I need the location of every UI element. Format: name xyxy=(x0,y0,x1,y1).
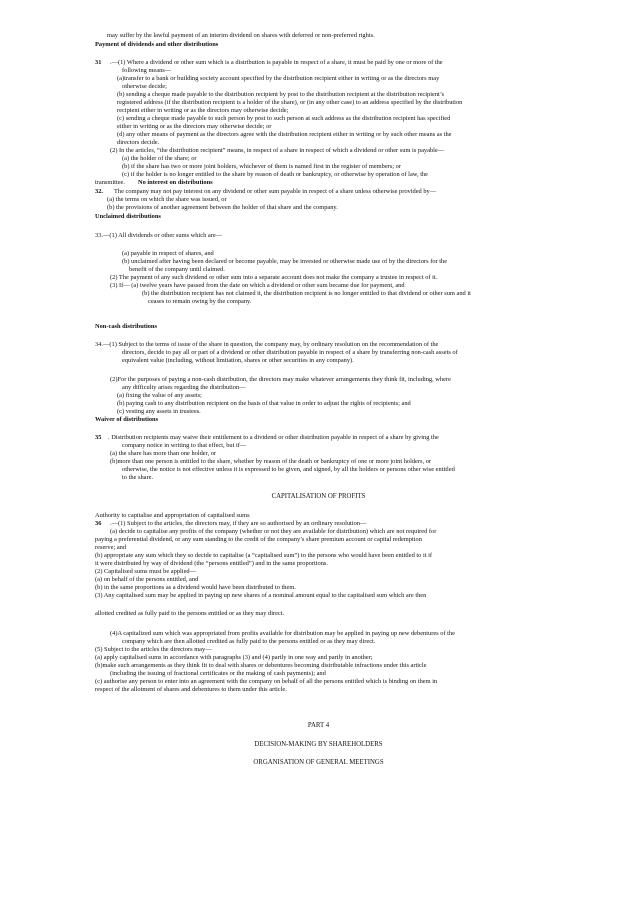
article-31-para-2-c: (c) if the holder is no longer entitled to the share by reason of death or bankruptcy, or otherwise by operation of law, the xyxy=(122,171,429,178)
article-31-item-c-cont: either in writing or as the directors may otherwise decide; or xyxy=(117,123,272,130)
article-34-para-2-cont: any difficulty arises regarding the distribution— xyxy=(122,384,246,391)
article-31-item-a: (a)transfer to a bank or building society account specified by the distribution recipient either in writing or as the directors may xyxy=(117,75,440,82)
article-32-text: The company may not pay interest on any dividend or other sum payable in respect of a share unless otherwise provided by— xyxy=(114,188,437,195)
heading-decision-making: DECISION-MAKING BY SHAREHOLDERS xyxy=(254,741,383,748)
article-35-item-b: (b)more than one person is entitled to the share, whether by reason of the death or bankruptcy of one or more joint holders, or xyxy=(110,458,432,465)
article-34-para-1-cont: directors, decide to pay all or part of a dividend or other distribution payable in respect of a share by transferring non-cash assets of xyxy=(122,349,458,356)
article-33-para-2: (2) The payment of any such dividend or other sum into a separate account does not make the company a trustee in respect of it. xyxy=(110,274,438,281)
heading-waiver-of-distributions: Waiver of distributions xyxy=(95,416,159,423)
heading-capitalisation-of-profits: CAPITALISATION OF PROFITS xyxy=(271,493,366,500)
article-33-item-b: (b) unclaimed after having been declared or become payable, may be invested or otherwise made use of by the directors for the xyxy=(122,258,448,265)
article-33-item-b-cont: benefit of the company until claimed. xyxy=(129,266,225,273)
heading-payment-of-dividends: Payment of dividends and other distributions xyxy=(95,41,219,48)
article-32-item-b: (b) the provisions of another agreement between the holder of that share and the company. xyxy=(107,204,338,211)
article-34-para-1-cont2: equivalent value (including, without limitation, shares or other securities in any company). xyxy=(122,357,354,364)
article-31-item-d-cont: directors decide. xyxy=(117,139,160,146)
article-36-item-b-cont: it were distributed by way of dividend (the “persons entitled”) and in the same proportions. xyxy=(95,560,329,567)
article-31-item-a-cont: otherwise decide; xyxy=(122,83,167,90)
article-36-para-2-b: (b) in the same proportions as a dividend would have been distributed to them. xyxy=(95,584,296,591)
intro-line: may suffer by the lawful payment of an interim dividend on shares with deferred or non-preferred rights. xyxy=(107,32,375,39)
article-31-para-1: .—(1) Where a dividend or other sum which is a distribution is payable in respect of a share, it must be paid by one or more of the xyxy=(110,59,443,66)
article-33-para-3-b: (b) the distribution recipient has not claimed it, the distribution recipient is no longer entitled to that dividend or other sum and it xyxy=(142,290,471,297)
article-35-text-cont: company notice in writing to that effect, but if— xyxy=(122,442,247,449)
article-33-para-3: (3) If— (a) twelve years have passed from the date on which a dividend or other sum became due for payment, and xyxy=(110,282,405,289)
heading-unclaimed-distributions: Unclaimed distributions xyxy=(95,213,161,220)
article-31-para-1-cont: following means— xyxy=(122,67,172,74)
article-36-para-4-cont: company which are then allotted credited as fully paid to the persons entitled or as they may direct. xyxy=(122,638,376,645)
article-36-number: 36 xyxy=(95,520,102,527)
article-34-item-a: (a) fixing the value of any assets; xyxy=(117,392,202,399)
article-36-para-5: (5) Subject to the articles the directors may— xyxy=(95,646,212,653)
article-32-item-a: (a) the terms on which the share was issued, or xyxy=(107,196,227,203)
article-35-item-b-cont: otherwise, the notice is not effective unless it is expressed to be given, and signed, by all the holders or persons other wise entitled xyxy=(122,466,455,473)
article-36-item-a-cont: paying a preferential dividend, or any sum standing to the credit of the company’s share premium account or capital redemption xyxy=(95,536,422,543)
article-31-item-c: (c) sending a cheque made payable to such person by post to such person at such address as the distribution recipient has specified xyxy=(117,115,451,122)
article-34-item-c: (c) vesting any assets in trustees. xyxy=(117,408,201,415)
article-31-number: 31 xyxy=(95,59,102,66)
article-34-item-b: (b) paying cash to any distribution recipient on the basis of that value in order to adjust the rights of recipients; and xyxy=(117,400,411,407)
article-31-para-2: (2) In the articles, “the distribution recipient” means, in respect of a share in respect of which a dividend or other sum is payable— xyxy=(110,147,445,154)
article-35-text: . Distribution recipients may waive their entitlement to a dividend or other distribution payable in respect of a share by giving the xyxy=(108,434,439,441)
article-31-para-2-a: (a) the holder of the share; or xyxy=(122,155,197,162)
article-36-item-a: (a) decide to capitalise any profits of the company (whether or not they are available for distribution) which are not required for xyxy=(110,528,437,535)
article-36-para-3: (3) Any capitalised sum may be applied in paying up new shares of a nominal amount equal to the capitalised sum which are then xyxy=(95,592,427,599)
article-36-para-5-c-cont: respect of the allotment of shares and debentures to them under this article. xyxy=(95,686,287,693)
article-36-para-5-b: (b)make such arrangements as they think fit to deal with shares or debentures becoming distributable infractions under this article xyxy=(95,662,427,669)
article-36-para-2: (2) Capitalised sums must be applied— xyxy=(95,568,196,575)
article-31-item-b-cont: registered address (if the distribution recipient is a holder of the share), or (in any other case) to an address specified by the distribution xyxy=(117,99,463,106)
article-31-para-2-c-cont: transmittee. xyxy=(95,179,125,186)
article-31-item-b-cont2: recipient either in writing or as the directors may otherwise decide; xyxy=(117,107,289,114)
article-36-para-2-a: (a) on behalf of the persons entitled, and xyxy=(95,576,199,583)
article-35-item-a: (a) the share has more than one holder, or xyxy=(110,450,217,457)
article-31-para-2-b: (b) if the share has two or more joint holders, whichever of them is named first in the register of members; or xyxy=(122,163,401,170)
article-36-para-3-cont: allotted credited as fully paid to the persons entitled or as they may direct. xyxy=(95,610,285,617)
article-31-item-b: (b) sending a cheque made payable to the distribution recipient by post to the distribution recipient at the distribution recipient’s xyxy=(117,91,445,98)
part-4-heading: PART 4 xyxy=(307,722,330,729)
heading-no-interest: No interest on distributions xyxy=(138,179,213,186)
article-34-para-1: 34.—(1) Subject to the terms of issue of the share in question, the company may, by ordinary resolution on the recommendation of the xyxy=(95,341,439,348)
article-34-para-2: (2)For the purposes of paying a non-cash distribution, the directors may make whatever arrangements they think fit, including, where xyxy=(110,376,451,383)
article-36-para-1: .—(1) Subject to the articles, the directors may, if they are so authorised by an ordinary resolution— xyxy=(110,520,367,527)
article-36-item-b: (b) appropriate any sum which they so decide to capitalise (a “capitalised sum”) to the persons who would have been entitled to it if xyxy=(95,552,433,559)
article-36-item-a-cont2: reserve; and xyxy=(95,544,127,551)
heading-authority-to-capitalise: Authority to capitalise and appropriation of capitalised sums xyxy=(95,512,250,519)
article-32-number: 32. xyxy=(95,188,103,195)
article-36-para-4: (4)A capitalized sum which was appropriated from profits available for distribution may be applied in paying up new debentures of the xyxy=(110,630,455,637)
heading-non-cash-distributions: Non-cash distributions xyxy=(95,323,157,330)
article-36-para-5-c: (c) authorise any person to enter into an agreement with the company on behalf of all the persons entitled which is binding on them in xyxy=(95,678,438,685)
article-36-para-5-b-cont: (including the issuing of fractional certificates or the making of cash payments); and xyxy=(110,670,326,677)
article-33-para-3-b-cont: ceases to remain owing by the company. xyxy=(148,298,252,305)
article-36-para-5-a: (a) apply capitalised sums in accordance with paragraphs (3) and (4) partly in one way and partly in another; xyxy=(95,654,373,661)
heading-organisation-of-general-meetings: ORGANISATION OF GENERAL MEETINGS xyxy=(253,759,384,766)
article-33-item-a: (a) payable in respect of shares, and xyxy=(122,250,214,257)
article-31-item-d: (d) any other means of payment as the directors agree with the distribution recipient either in writing or by such other means as the xyxy=(117,131,452,138)
article-33-para-1: 33.—(1) All dividends or other sums which are— xyxy=(95,232,223,239)
article-35-number: 35 xyxy=(95,434,102,441)
article-35-item-b-cont2: to the share. xyxy=(122,474,154,481)
